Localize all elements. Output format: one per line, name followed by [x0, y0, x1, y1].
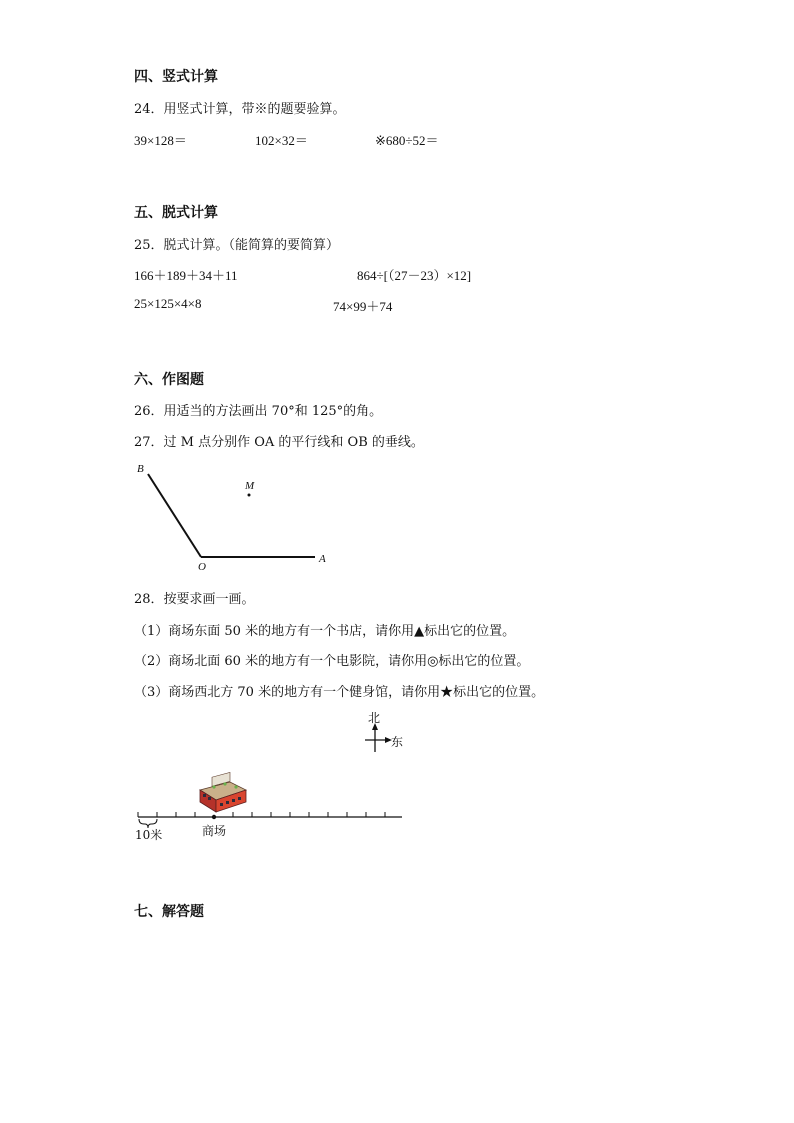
label-m: M: [245, 480, 255, 492]
label-a: A: [319, 553, 326, 565]
question-27-prompt: 27．过 M 点分别作 OA 的平行线和 OB 的垂线。: [134, 435, 424, 450]
q24-expr-2: 102×32＝: [255, 133, 308, 148]
section-heading-7: 七、解答题: [134, 904, 204, 920]
section-heading-4: 四、竖式计算: [134, 69, 218, 85]
question-25-prompt: 25．脱式计算。（能简算的要简算）: [134, 238, 340, 253]
q28-item-3: （3）商场西北方 70 米的地方有一个健身馆，请你用★标出它的位置。: [134, 685, 545, 700]
compass-east-label: 东: [391, 735, 404, 749]
mall-label: 商场: [202, 824, 227, 838]
mall-point: [212, 815, 216, 819]
label-o: O: [198, 561, 206, 573]
q24-expr-3: ※680÷52＝: [375, 133, 439, 148]
mall-building-icon: [200, 772, 246, 812]
section-heading-5: 五、脱式计算: [134, 205, 218, 221]
question-28-prompt: 28．按要求画一画。: [134, 592, 255, 607]
question-26-prompt: 26．用适当的方法画出 70°和 125°的角。: [134, 404, 383, 419]
q28-item-2: （2）商场北面 60 米的地方有一个电影院，请你用◎标出它的位置。: [134, 654, 530, 669]
q25-expr-3: 25×125×4×8: [134, 296, 202, 311]
q28-item-1: （1）商场东面 50 米的地方有一个书店，请你用▲标出它的位置。: [134, 624, 516, 639]
question-24-prompt: 24．用竖式计算，带※的题要验算。: [134, 102, 346, 117]
q25-expr-4: 74×99＋74: [333, 299, 393, 314]
scale-label: 10米: [135, 828, 163, 842]
section-heading-6: 六、作图题: [134, 372, 204, 388]
q25-expr-2: 864÷[（27－23）×12]: [357, 268, 472, 283]
compass-north-label: 北: [368, 711, 381, 725]
q25-expr-1: 166＋189＋34＋11: [134, 268, 238, 283]
label-b: B: [137, 463, 144, 475]
q24-expr-1: 39×128＝: [134, 133, 187, 148]
